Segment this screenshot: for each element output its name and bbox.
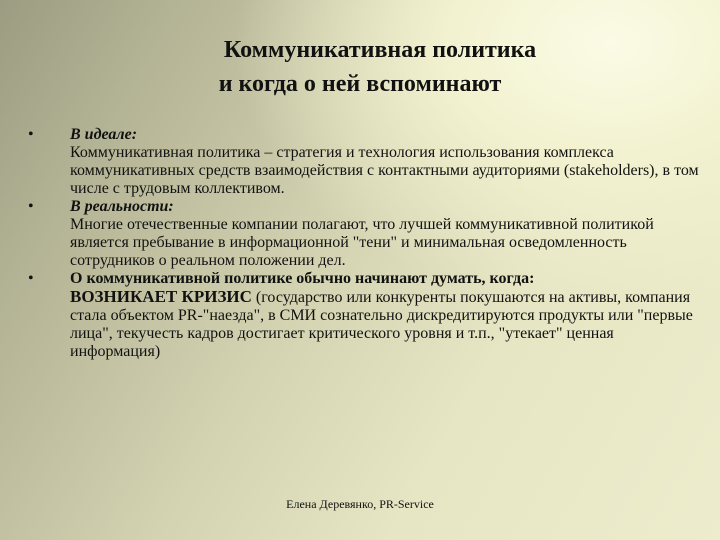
- crisis-detail: (государство или конкуренты покушаются на активы, компания стала объектом PR-"наезда", в СМИ сознательно дискредитируются продукты или "первые лица", текучесть кадров достигает критического уровня и т.п., "утекает" ценная информация): [70, 289, 693, 360]
- bullet-item-reality: [28, 198, 700, 270]
- crisis-emphasis: ВОЗНИКАЕТ КРИЗИС: [70, 287, 252, 306]
- bullet-heading-reality: В реальности:: [70, 198, 174, 215]
- bullet-marker: •: [28, 198, 34, 215]
- bullet-heading-ideal: В идеале:: [70, 126, 138, 143]
- bullet-list: [28, 126, 700, 361]
- bullet-text-ideal: Коммуникативная политика – стратегия и технология использования комплекса коммуникативных средств взаимодействия с контактными аудиториями (stakeholders), в том числе с трудовым коллективом.: [70, 144, 699, 197]
- bullet-text-crisis: [70, 288, 700, 361]
- slide-title: [0, 33, 720, 101]
- bullet-heading-crisis: О коммуникативной политике обычно начинают думать, когда:: [70, 270, 535, 287]
- bullet-marker: •: [28, 126, 34, 143]
- slide-footer: [0, 497, 720, 511]
- bullet-item-ideal: [28, 126, 700, 198]
- slide-title-line-1: Коммуникативная политика: [223, 37, 537, 63]
- bullet-item-crisis: [28, 270, 700, 361]
- slide-title-line-2: и когда о ней вспоминают: [218, 71, 502, 97]
- author-credit: Елена Деревянко, PR-Service: [286, 497, 434, 511]
- bullet-text-reality: Многие отечественные компании полагают, что лучшей коммуникативной политикой является пребывание в информационной "тени" и минимальная осведомленность сотрудников о реальном положении дел.: [70, 216, 654, 269]
- bullet-marker: •: [28, 270, 34, 287]
